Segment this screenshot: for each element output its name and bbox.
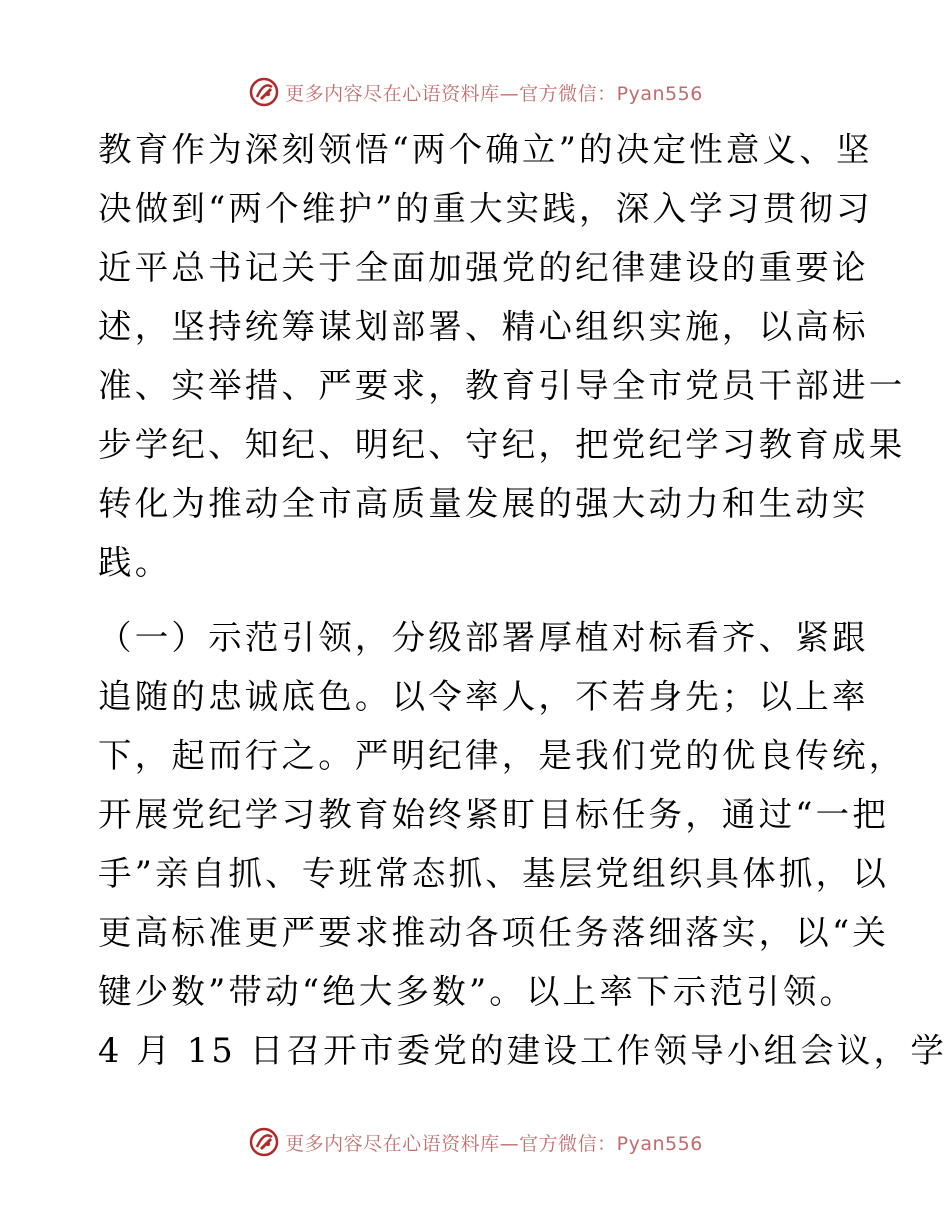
text-line: 4 月 15 日召开市委党的建设工作领导小组会议，学	[98, 1031, 948, 1070]
document-body	[98, 120, 948, 1080]
paragraph-1	[98, 120, 906, 592]
footer-banner	[0, 1122, 950, 1162]
text-line: 下，起而行之。严明纪律，是我们党的优良传统，	[98, 736, 906, 775]
text-line: 步学纪、知纪、明纪、守纪，把党纪学习教育成果	[98, 425, 906, 464]
text-line: 近平总书记关于全面加强党的纪律建设的重要论	[98, 248, 869, 287]
text-line: 追随的忠诚底色。以令率人，不若身先；以上率	[98, 677, 869, 716]
logo-icon	[247, 75, 281, 109]
text-line: 述，坚持统筹谋划部署、精心组织实施，以高标	[98, 307, 869, 346]
text-line: 开展党纪学习教育始终紧盯目标任务，通过“一把	[98, 795, 890, 834]
text-line: 转化为推动全市高质量发展的强大动力和生动实	[98, 484, 869, 523]
paragraph-2	[98, 608, 948, 1080]
logo-icon	[247, 1125, 281, 1159]
text-line: 键少数”带动“绝大多数”。以上率下示范引领。	[98, 972, 857, 1011]
header-banner-text: 更多内容尽在心语资料库—官方微信：Pyan556	[285, 82, 703, 105]
text-line: 践。	[98, 543, 172, 582]
text-line: 决做到“两个维护”的重大实践，深入学习贯彻习	[98, 189, 873, 228]
text-line: （一）示范引领，分级部署厚植对标看齐、紧跟	[98, 618, 869, 657]
text-line: 手”亲自抓、专班常态抓、基层党组织具体抓，以	[98, 854, 890, 893]
text-line: 教育作为深刻领悟“两个确立”的决定性意义、坚	[98, 130, 873, 169]
header-banner	[0, 72, 950, 112]
text-line: 准、实举措、严要求，教育引导全市党员干部进一	[98, 366, 906, 405]
footer-banner-text: 更多内容尽在心语资料库—官方微信：Pyan556	[285, 1132, 703, 1155]
text-line: 更高标准更严要求推动各项任务落细落实，以“关	[98, 913, 890, 952]
